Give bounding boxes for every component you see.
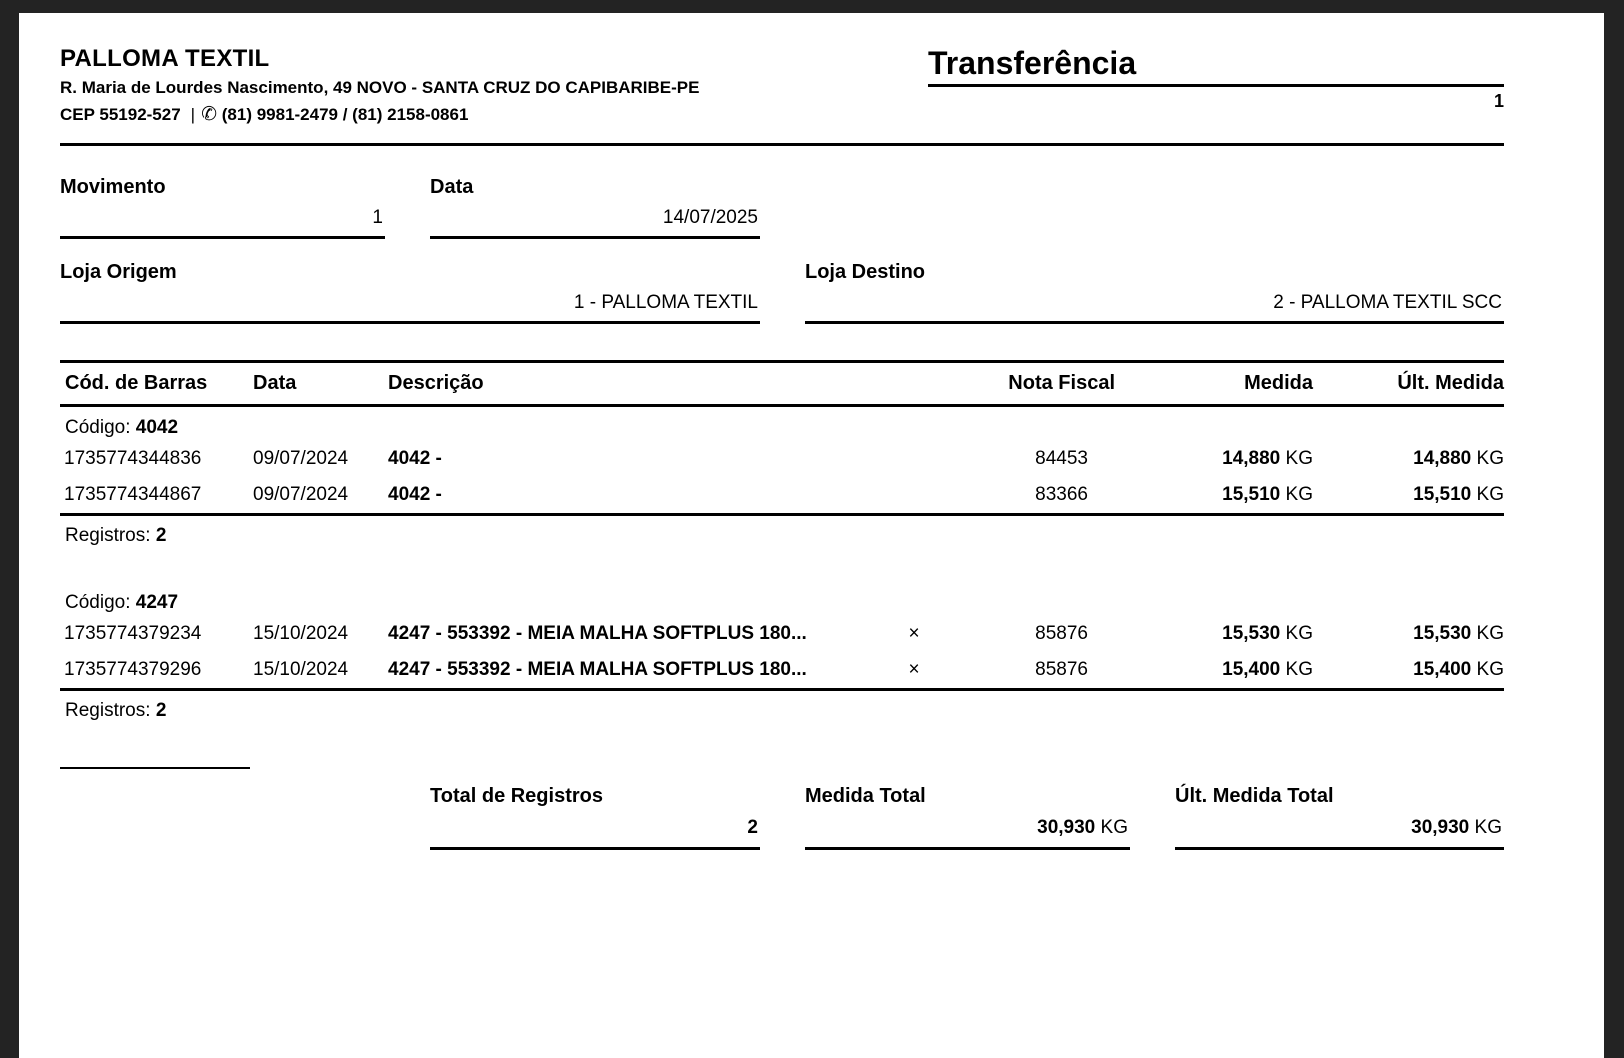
separator: | [190,105,196,124]
medida-total-number: 30,930 [1037,817,1096,838]
items-table [60,360,1504,727]
group-code-value: 4247 [135,592,179,613]
medida-unit: KG [1285,484,1313,505]
group-registros-line [60,516,1504,552]
cell-barcode: 1735774344867 [64,484,202,505]
col-header-nota-fiscal: Nota Fiscal [1008,372,1115,394]
medida-unit: KG [1285,448,1313,469]
loja-origem-value: 1 - PALLOMA TEXTIL [60,284,760,324]
cell-barcode: 1735774379296 [64,659,202,680]
cell-ult-medida [1313,623,1504,645]
medida-number: 15,400 [1222,659,1281,680]
field-movimento [60,176,385,239]
table-header-row [60,360,1504,407]
medida-total-value [805,808,1130,850]
table-row [60,616,1504,652]
data-label: Data [430,176,474,198]
ult-medida-unit: KG [1476,448,1504,469]
group-code-value: 4042 [135,417,179,438]
cell-description: 4247 - 553392 - MEIA MALHA SOFTPLUS 180... [388,623,807,644]
ult-medida-total-label: Últ. Medida Total [1175,785,1334,807]
cell-medida [1115,448,1313,470]
field-total-registros [430,785,760,850]
medida-number: 15,510 [1222,484,1281,505]
loja-destino-value: 2 - PALLOMA TEXTIL SCC [805,284,1504,324]
medida-unit: KG [1285,623,1313,644]
registros-value: 2 [155,700,167,721]
totals-spacer [60,785,385,850]
field-medida-total [805,785,1130,850]
ult-medida-number: 15,510 [1413,484,1472,505]
cell-medida [1115,659,1313,681]
total-registros-value [430,808,760,850]
medida-total-label: Medida Total [805,785,926,807]
data-value: 14/07/2025 [430,199,760,239]
movimento-value: 1 [60,199,385,239]
cell-description: 4247 - 553392 - MEIA MALHA SOFTPLUS 180... [388,659,807,680]
cell-nota-fiscal: 83366 [1035,484,1088,505]
medida-number: 14,880 [1222,448,1281,469]
cell-nota-fiscal: 85876 [1035,623,1088,644]
medida-unit: KG [1285,659,1313,680]
phone-icon: ✆ [201,104,218,125]
movimento-label: Movimento [60,176,166,198]
company-phones: (81) 9981-2479 / (81) 2158-0861 [221,105,469,124]
table-row [60,477,1504,513]
group-registros-line [60,691,1504,727]
group-code-line [60,582,1504,616]
cell-barcode: 1735774379234 [64,623,202,644]
company-name: PALLOMA TEXTIL [60,45,270,72]
report-title: Transferência [928,45,1504,87]
ult-medida-total-value [1175,808,1504,850]
col-header-medida: Medida [1244,372,1313,394]
company-block [60,45,699,133]
cell-date: 15/10/2024 [253,623,349,644]
cell-ult-medida [1313,448,1504,470]
cell-date: 15/10/2024 [253,659,349,680]
cell-nota-fiscal: 84453 [1035,448,1088,469]
loja-origem-label: Loja Origem [60,261,177,283]
cell-date: 09/07/2024 [253,484,349,505]
table-group-4247 [60,582,1504,727]
field-loja-origem [60,261,760,324]
header-divider [60,143,1504,146]
ult-medida-number: 15,530 [1413,623,1472,644]
table-group-4042 [60,407,1504,552]
page-number: 1 [1493,91,1504,111]
cell-medida [1115,623,1313,645]
cell-date: 09/07/2024 [253,448,349,469]
group-code-line [60,407,1504,441]
ult-medida-total-number: 30,930 [1411,817,1470,838]
group-rows [60,441,1504,516]
ult-medida-unit: KG [1476,659,1504,680]
ult-medida-unit: KG [1476,623,1504,644]
totals-row [60,785,1504,850]
report-page [19,13,1604,1058]
fields-row-2 [60,261,1504,324]
field-ult-medida-total [1175,785,1504,850]
ult-medida-total-unit: KG [1474,817,1502,838]
cell-description: 4042 - [388,484,442,505]
fields-row-1 [60,176,1504,239]
company-address: R. Maria de Lourdes Nascimento, 49 NOVO - SANTA CRUZ DO CAPIBARIBE-PE [60,78,700,97]
cell-barcode: 1735774344836 [64,448,202,469]
cell-nota-fiscal: 85876 [1035,659,1088,680]
field-loja-destino [805,261,1504,324]
company-cep: CEP 55192-527 [60,105,181,124]
registros-label: Registros: [65,700,151,721]
x-mark: × [908,623,920,644]
group-code-label: Código: [65,417,131,438]
group-code-label: Código: [65,592,131,613]
ult-medida-unit: KG [1476,484,1504,505]
total-registros-number: 2 [747,817,758,838]
x-mark: × [908,659,920,680]
registros-value: 2 [155,525,167,546]
table-row [60,441,1504,477]
cell-medida [1115,484,1313,506]
col-header-barcode: Cód. de Barras [65,372,208,394]
col-header-date: Data [253,372,297,394]
signature-line [60,767,250,769]
medida-number: 15,530 [1222,623,1281,644]
field-data [430,176,760,239]
ult-medida-number: 15,400 [1413,659,1472,680]
col-header-ult-medida: Últ. Medida [1397,372,1504,394]
medida-total-unit: KG [1100,817,1128,838]
cell-ult-medida [1313,659,1504,681]
col-header-description: Descrição [388,372,484,394]
registros-label: Registros: [65,525,151,546]
cell-ult-medida [1313,484,1504,506]
company-cep-phone [60,103,699,126]
report-header [60,45,1504,133]
ult-medida-number: 14,880 [1413,448,1472,469]
title-block [928,45,1504,133]
table-row [60,652,1504,688]
cell-description: 4042 - [388,448,442,469]
report-content [19,13,1604,850]
group-rows [60,616,1504,691]
loja-destino-label: Loja Destino [805,261,926,283]
total-registros-label: Total de Registros [430,785,603,807]
